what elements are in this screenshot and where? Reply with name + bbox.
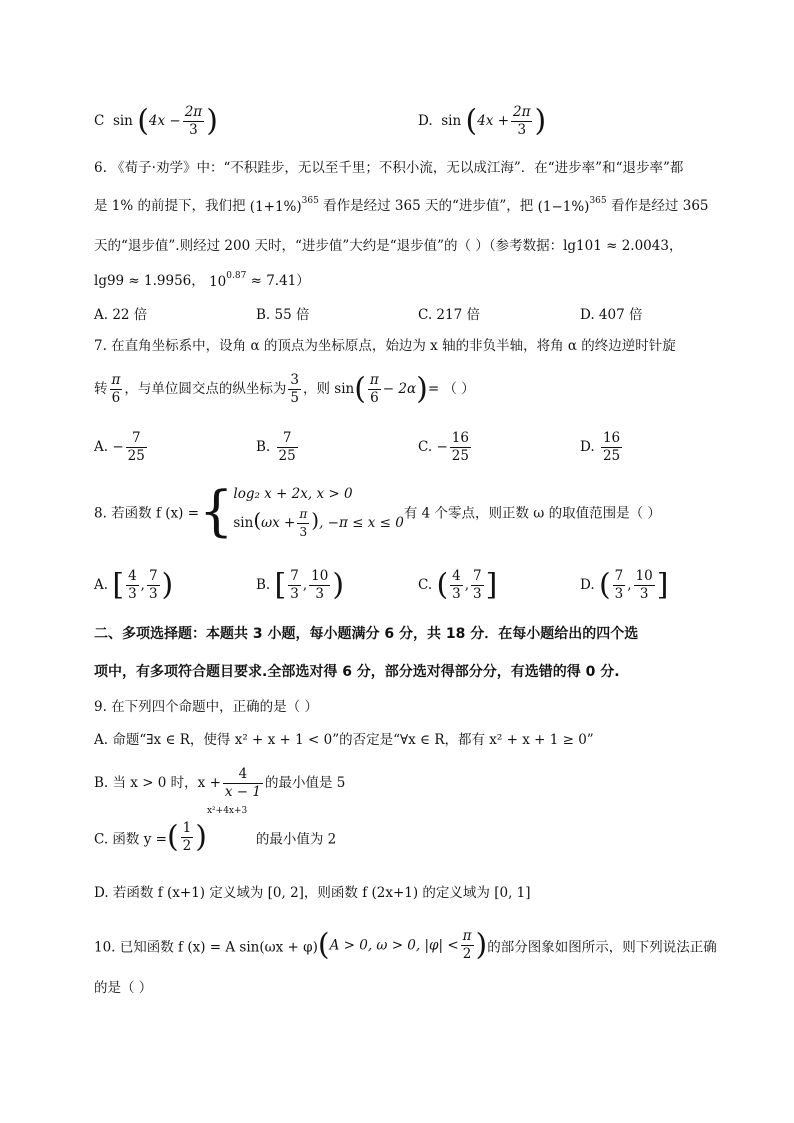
q5-c-frac: $\frac{2\pi}{3}$	[184, 104, 203, 138]
q6-option-b: B. 55 倍	[256, 307, 310, 323]
q8-case2: sin(ωx + $\frac{\pi}{3}$ ), −π ≤ x ≤ 0	[233, 507, 404, 539]
q10-stem: 10. 已知函数 f (x) = A sin(ωx + φ)(A > 0, ω > 0, |φ| < $\frac{\pi}{2}$ )的部分图象如图所示，则下列说法正确	[94, 927, 717, 963]
q7-line2: 转 $\frac{\pi}{6}$ ，与单位圆交点的纵坐标为 $\frac{3}{5}$ ，则 sin( $\frac{\pi}{6}$ − 2α)= （ ）	[94, 371, 475, 407]
q5-d-inner: 4x +	[477, 113, 510, 129]
q7-option-c: C. − $\frac{16}{25}$	[418, 430, 469, 464]
q5-c-sin: sin	[112, 113, 133, 129]
q5-c-label: C	[94, 113, 105, 129]
section-heading-line1: 二、多项选择题：本题共 3 小题，每小题满分 6 分，共 18 分．在每小题给出的四个选	[94, 626, 639, 642]
q9-stem: 9. 在下列四个命题中，正确的是（ ）	[94, 699, 318, 715]
q7-option-b: B. $\frac{7}{25}$	[256, 430, 296, 464]
q8-piecewise	[233, 482, 403, 541]
q6-line3: 天的“退步值”.则经过 200 天时，“进步值”大约是“退步值”的（ ）（参考数据：lg101 ≈ 2.0043，	[94, 238, 683, 254]
q6-regress-power: $(1-1\%)^{365}$	[537, 195, 607, 215]
paren-close: )	[534, 103, 547, 139]
q7-line1: 7. 在直角坐标系中，设角 α 的顶点为坐标原点，始边为 x 轴的非负半轴，将角 α 的终边逆时针旋	[94, 338, 676, 354]
q8-option-b: B. [ $\frac{7}{3}$ , $\frac{10}{3}$ )	[256, 567, 345, 603]
q7-inner-frac: $\frac{\pi}{6}$	[369, 372, 379, 406]
q9-option-a: A. 命题“∃x ∈ R，使得 x² + x + 1 < 0”的否定是“∀x ∈ R，都有 x² + x + 1 ≥ 0”	[94, 732, 594, 748]
section-heading-line2: 项中，有多项符合题目要求.全部选对得 6 分，部分选对得部分分，有选错的得 0 分.	[94, 664, 620, 680]
q6-line1: 6. 《荀子·劝学》中：“不积跬步，无以至千里；不积小流，无以成江海”．在“进步率”和“退步率”都	[94, 160, 684, 176]
q7-option-a: A. − $\frac{7}{25}$	[94, 430, 145, 464]
q8-brace: {	[199, 479, 234, 543]
q8-option-c: C. ( $\frac{4}{3}$ , $\frac{7}{3}$ ]	[418, 567, 498, 603]
q5-option-d	[418, 104, 546, 139]
q6-option-d: D. 407 倍	[580, 307, 643, 323]
q5-c-inner: 4x −	[148, 113, 181, 129]
q9-option-b: B. 当 x > 0 时，x + $\frac{4}{x - 1}$ 的最小值是 5	[94, 766, 346, 800]
q6-option-c: C. 217 倍	[418, 307, 480, 323]
paren-close: )	[206, 103, 218, 139]
q10-line2: 的是（ ）	[94, 980, 153, 996]
q8-option-a: A. [ $\frac{4}{3}$ , $\frac{7}{3}$ )	[94, 567, 174, 603]
q8-stem: 8. 若函数 f (x) ={ log₂ x + 2x, x > 0 sin(ωx + $\frac{\pi}{3}$ ), −π ≤ x ≤ 0 有 4 个零点，则正数 ω 的取值范围是（ ）	[94, 479, 661, 543]
q5-option-c	[94, 104, 218, 139]
q6-line4: lg99 ≈ 1.9956， $10^{0.87} \approx 7.41$）	[94, 270, 310, 290]
q7-rot-frac: $\frac{\pi}{6}$	[111, 372, 121, 406]
q6-ten-power: $10^{0.87}$	[209, 270, 247, 290]
q8-option-d: D. ( $\frac{7}{3}$ , $\frac{10}{3}$ ]	[580, 567, 669, 603]
q5-d-label: D.	[418, 113, 433, 129]
q8-case1: log₂ x + 2x, x > 0	[233, 486, 353, 502]
q6-option-a: A. 22 倍	[94, 307, 148, 323]
q7-option-d: D. $\frac{16}{25}$	[580, 430, 621, 464]
q7-y-frac: $\frac{3}{5}$	[290, 372, 299, 406]
q6-progress-power: $(1+1\%)^{365}$	[249, 195, 319, 215]
q9-option-d: D. 若函数 f (x+1) 定义域为 [0, 2]，则函数 f (2x+1) 的定义域为 [0, 1]	[94, 885, 531, 901]
q9-option-c: C. 函数 y =( $\frac{1}{2}$ )$^{x^2+4x+3}$ 的最小值为 2	[94, 806, 337, 855]
paren-open: (	[465, 103, 478, 139]
q5-d-frac: $\frac{2\pi}{3}$	[513, 104, 531, 138]
q5-d-sin: sin	[441, 113, 462, 129]
q6-line2: 是 1% 的前提下，我们把 $(1+1\%)^{365}$ 看作是经过 365 天的“进步值”，把 $(1-1\%)^{365}$ 看作是经过 365	[94, 195, 709, 215]
paren-open: (	[137, 103, 149, 139]
